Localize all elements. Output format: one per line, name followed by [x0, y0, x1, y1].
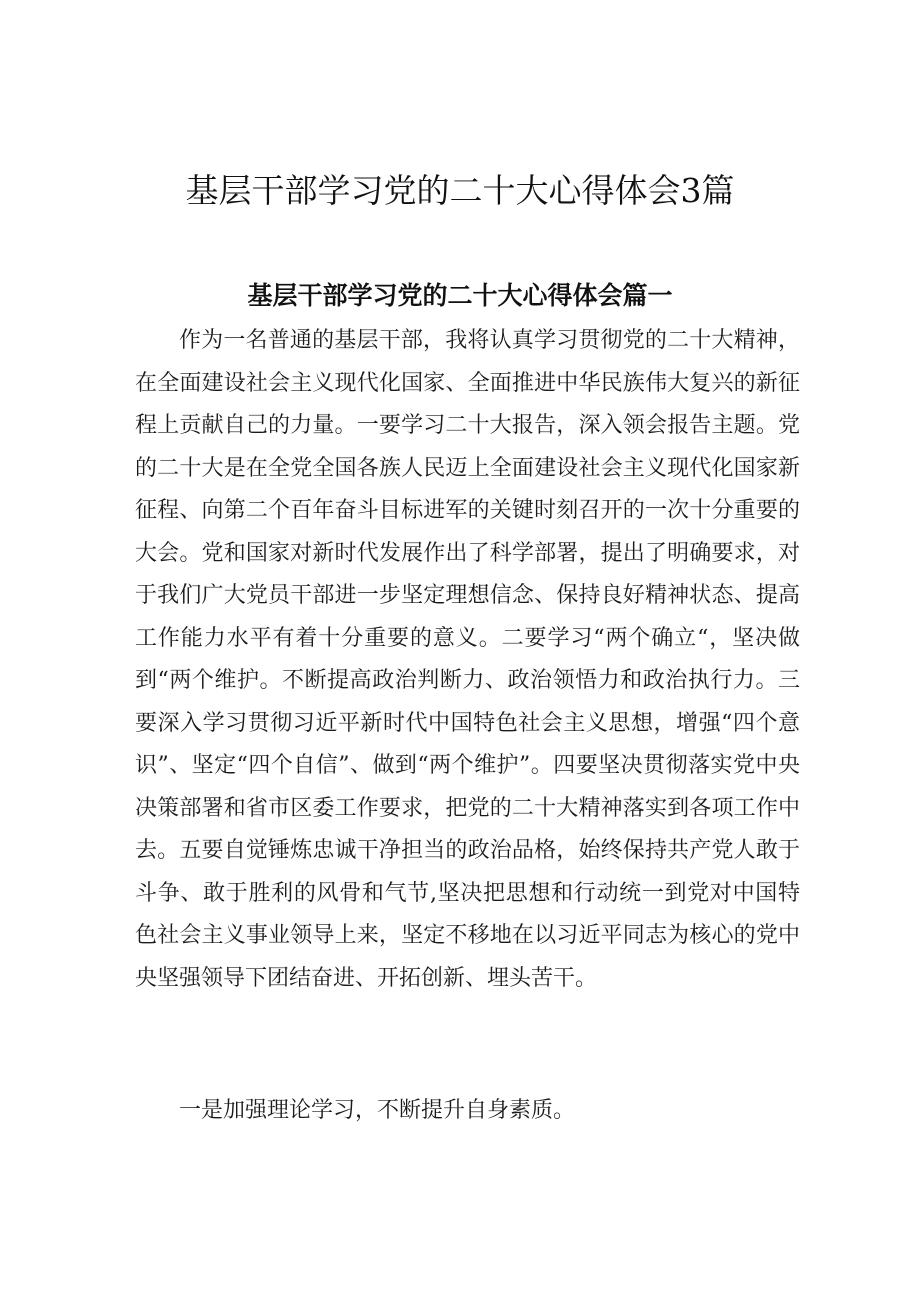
body-paragraph: 作为一名普通的基层干部，我将认真学习贯彻党的二十大精神，在全面建设社会主义现代化国家、全面推进中华民族伟大复兴的新征程上贡献自己的力量。一要学习二十大报告，深入领会报告主题。党的二十大是在全党全国各族人民迈上全面建设社会主义现代化国家新征程、向第二个百年奋斗目标进军的关键时刻召开的一次十分重要的大会。党和国家对新时代发展作出了科学部署，提出了明确要求，对于我们广大党员干部进一步坚定理想信念、保持良好精神状态、提高工作能力水平有着十分重要的意义。二要学习“两个确立“，坚决做到“两个维护。不断提高政治判断力、政治领悟力和政治执行力。三要深入学习贯彻习近平新时代中国特色社会主义思想，增强“四个意识”、坚定“四个自信”、做到“两个维护”。四要坚决贯彻落实党中央决策部署和省市区委工作要求，把党的二十大精神落实到各项工作中去。五要自觉锤炼忠诚干净担当的政治品格，始终保持共产党人敢于斗争、敢于胜利的风骨和气节,坚决把思想和行动统一到党对中国特色社会主义事业领导上来，坚定不移地在以习近平同志为核心的党中央坚强领导下团结奋进、开拓创新、埋头苦干。	[135, 328, 800, 991]
section-heading: 基层干部学习党的二十大心得体会篇一	[247, 281, 673, 310]
document-title: 基层干部学习党的二十大心得体会3篇	[185, 171, 735, 210]
body-paragraph: 一是加强理论学习，不断提升自身素质。	[179, 1098, 576, 1123]
